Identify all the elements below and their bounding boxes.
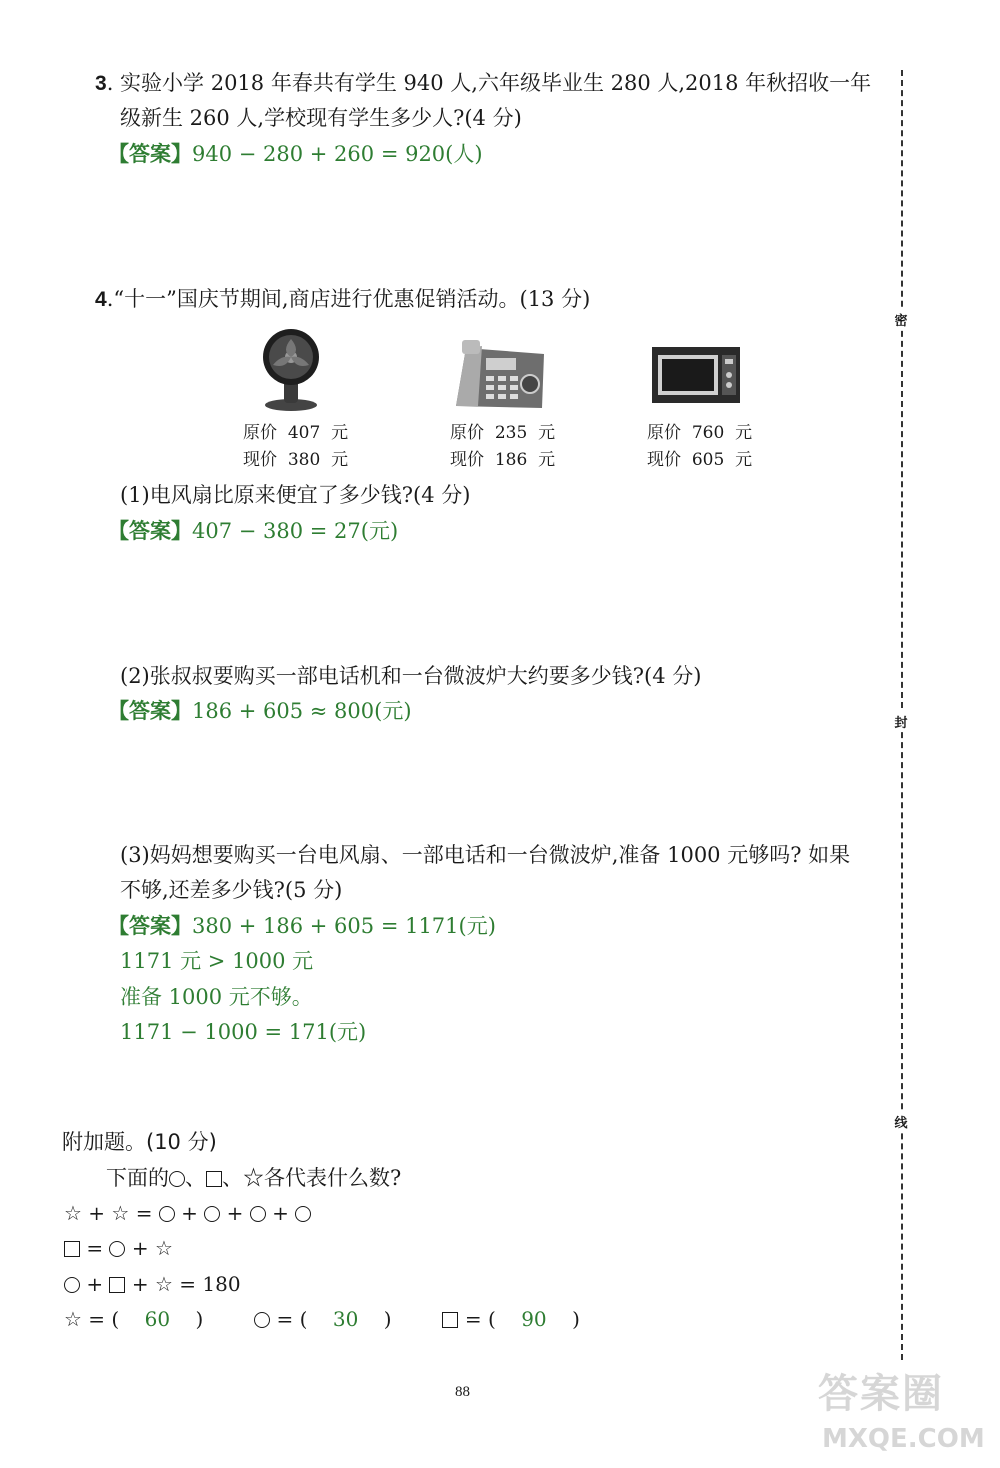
watermark-url: MXQE.COM [822, 1424, 985, 1454]
bonus-answers: ☆ = ( 60 ) = ( 30 ) = ( 90 ) [64, 1307, 580, 1331]
circle-icon [250, 1206, 266, 1222]
electric-fan-icon [258, 325, 328, 413]
q4-sub1-question: (1)电风扇比原来便宜了多少钱?(4 分) [120, 483, 471, 507]
q3-stem-line1: 3. 实验小学 2018 年春共有学生 940 人,六年级毕业生 280 人,2018 年秋招收一年 [95, 71, 872, 95]
square-icon [109, 1277, 125, 1293]
q4-sub2-question: (2)张叔叔要购买一部电话机和一台微波炉大约要多少钱?(4 分) [120, 664, 702, 688]
circle-icon [204, 1206, 220, 1222]
seal-char-3: 线 [890, 1112, 912, 1131]
star-answer: 60 [144, 1307, 171, 1331]
microwave-price: 原价 760 元 现价 605 元 [647, 423, 753, 470]
q4-sub3-answer-line3: 准备 1000 元不够。 [120, 985, 313, 1009]
fan-price: 原价 407 元 现价 380 元 [243, 423, 349, 470]
q4-sub3-question-line2: 不够,还差多少钱?(5 分) [120, 878, 343, 902]
bonus-title: 附加题。(10 分) [62, 1130, 217, 1154]
bonus-equation-2: = + ☆ [64, 1231, 173, 1266]
star-icon: ☆ [154, 1272, 173, 1296]
circle-icon [64, 1277, 80, 1293]
bonus-equation-1: ☆ + ☆ = + + + [64, 1196, 311, 1231]
page-number: 88 [455, 1384, 470, 1400]
circle-icon [295, 1206, 311, 1222]
bonus-equation-3: + + ☆ = 180 [64, 1267, 241, 1302]
circle-answer: 30 [332, 1307, 359, 1331]
q3-number: 3 [95, 72, 107, 95]
star-icon: ☆ [154, 1236, 173, 1260]
seal-char-2: 封 [890, 712, 912, 731]
star-icon: ☆ [64, 1307, 82, 1331]
microwave-icon [650, 345, 742, 405]
phone-price: 原价 235 元 现价 186 元 [450, 423, 556, 470]
circle-icon [254, 1312, 270, 1328]
q4-stem: 4.“十一”国庆节期间,商店进行优惠促销活动。(13 分) [95, 287, 591, 311]
q4-sub1-answer: 【答案】407 − 380 = 27(元) [108, 519, 399, 543]
circle-icon [159, 1206, 175, 1222]
square-icon [442, 1312, 458, 1328]
q3-answer: 【答案】940 − 280 + 260 = 920(人) [108, 142, 483, 166]
watermark-logo: 答案圈 [818, 1371, 944, 1417]
square-answer: 90 [521, 1307, 547, 1331]
seal-char-1: 密 [890, 310, 912, 329]
circle-icon [169, 1171, 185, 1187]
q4-sub3-answer-line4: 1171 − 1000 = 171(元) [120, 1020, 367, 1044]
q4-sub2-answer: 【答案】186 + 605 ≈ 800(元) [108, 699, 412, 723]
square-icon [64, 1241, 80, 1257]
telephone-icon [450, 336, 550, 412]
square-icon [206, 1171, 222, 1187]
q4-sub3-question-line1: (3)妈妈想要购买一台电风扇、一部电话和一台微波炉,准备 1000 元够吗? 如果 [120, 843, 851, 867]
circle-icon [109, 1241, 125, 1257]
star-icon: ☆ [243, 1166, 264, 1190]
q4-sub3-answer-line1: 【答案】380 + 186 + 605 = 1171(元) [108, 914, 496, 938]
q4-number: 4 [95, 288, 107, 311]
bonus-prompt: 下面的 、 、☆各代表什么数? [106, 1166, 402, 1190]
q3-stem-line2: 级新生 260 人,学校现有学生多少人?(4 分) [120, 106, 522, 130]
q4-sub3-answer-line2: 1171 元 > 1000 元 [120, 949, 314, 973]
